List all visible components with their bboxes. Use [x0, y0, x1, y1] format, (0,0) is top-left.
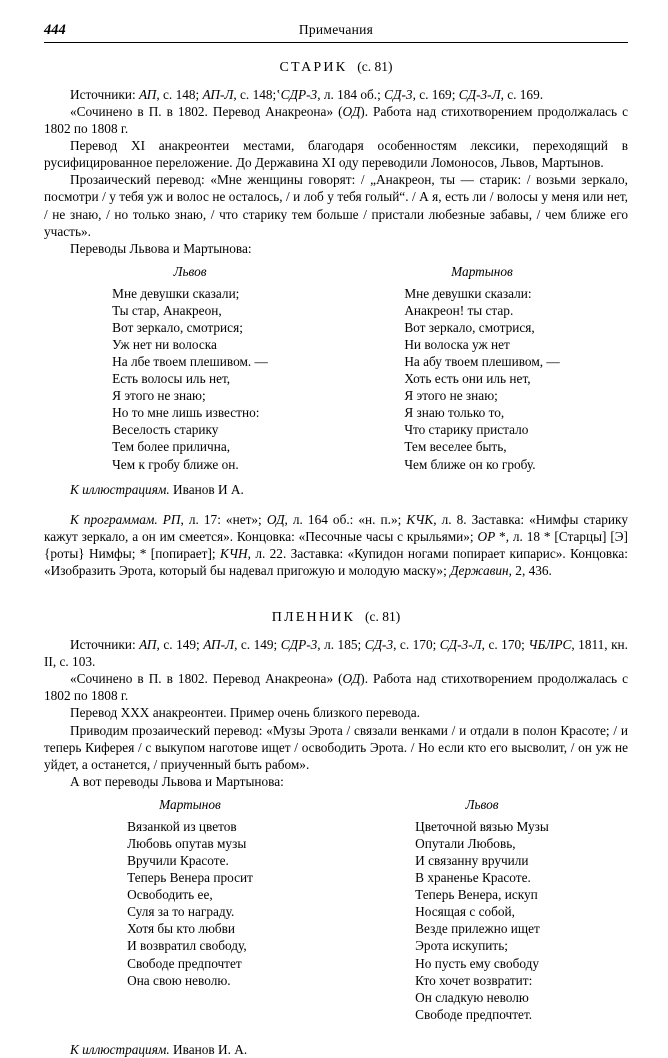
verse-line: Опутали Любовь, [415, 835, 516, 851]
verse-line: Хотя бы кто любви [127, 921, 236, 937]
verse-column-lvov [336, 797, 628, 1024]
paragraph-programs-starik: К программам. РП, л. 17: «нет»; ОД, л. 164 об.: «н. п.»; КЧК, л. 8. Заставка: «Нимфы старику кажут зеркало, а он им смеется». Концовка: «Песочные часы с крыльями»; ОР *, л. 18 * [Старцы] [Э]{роты} Нимфы; * [попирает]; КЧН, л. 22. Заставка: «Купидон ногами попирает кипарис». Концовка: «Изобразить Эрота, который бы надевал пригожую и молодую маску»; Державин, 2, 436. [44, 511, 628, 579]
verse-line: Что старику пристало [404, 422, 529, 438]
section-page-ref: (с. 81) [357, 59, 393, 74]
verse-line: Чем ближе он ко гробу. [404, 456, 536, 472]
verse-line: Тем веселее быть, [404, 439, 507, 455]
verse-column-lvov [44, 264, 336, 474]
verse-line: Хоть есть они иль нет, [404, 371, 531, 387]
verse-line: Ни волоска уж нет [404, 337, 510, 353]
verse-line: Эрота искупить; [415, 938, 508, 954]
verse-line: Я этого не знаю; [404, 388, 498, 404]
verse-line: Кто хочет возвратит: [415, 972, 533, 988]
verse-line: Есть волосы иль нет, [112, 371, 231, 387]
page-folio-number: 444 [44, 22, 66, 38]
header-divider-rule [44, 42, 628, 43]
verse-line: Суля за то награду. [127, 904, 235, 920]
section-starik [44, 59, 628, 579]
verse-line: Но пусть ему свободу [415, 955, 540, 971]
verse-line: Тем более прилична, [112, 439, 231, 455]
verse-line: Любовь опутав музы [127, 835, 247, 851]
verse-columns-starik [44, 264, 628, 474]
verse-line: Вязанкой из цветов [127, 818, 237, 834]
verse-line: И связанну вручили [415, 853, 529, 869]
verse-column-heading: Львов [173, 263, 207, 279]
verse-line: Носящая с собой, [415, 904, 515, 920]
verse-line: Вот зеркало, смотрися, [404, 319, 535, 335]
section-plennik [44, 609, 628, 1058]
verse-line: Ты стар, Анакреон, [112, 302, 222, 318]
section-title-starik [44, 59, 628, 76]
verse-lines [127, 818, 253, 989]
running-head [44, 22, 628, 39]
verse-line: И возвратил свободу, [127, 938, 247, 954]
verse-lines [404, 285, 559, 473]
paragraph-prose-translation: Прозаический перевод: «Мне женщины говорят: / „Анакреон, ты — старик: / возьми зеркало, посмотри / у тебя уж и волос не осталось, / и лоб у тебя голый“. / А я, есть ли / волосы у меня или нет, / не знаю, / но только знаю, / что старику тем больше / пристали любезные забавы, / чем ближе его участь». [44, 172, 628, 239]
verse-line: Вот зеркало, смотрися; [112, 319, 243, 335]
verse-line: Но то мне лишь известно: [112, 405, 260, 421]
illustrations-note-plennik: К иллюстрациям. Иванов И. А. [70, 1041, 248, 1057]
paragraph-composition-note: «Сочинено в П. в 1802. Перевод Анакреона» (ОД). Работа над стихотворением продолжалась с 1802 по 1808 г. [44, 104, 628, 137]
verse-line: Везде прилежно ищет [415, 921, 540, 937]
section-title-text: ПЛЕННИК [271, 610, 355, 626]
verse-line: Я знаю только то, [404, 405, 505, 421]
verse-line: Она свою неволю. [127, 972, 231, 988]
section-gap [44, 579, 628, 593]
verse-line: Цветочной вязью Музы [415, 818, 549, 834]
verse-line: В храненье Красоте. [415, 870, 531, 886]
verse-column-heading: Львов [465, 796, 499, 812]
section-title-plennik [44, 609, 628, 626]
paragraph-prose-translation: Приводим прозаический перевод: «Музы Эрота / связали венками / и отдали в полон Красоте; / и теперь Киферея / с выкупом наготове ищет / освободить Эрота. / Но если кто его высволит, / он уж не уйдет, а останется, / приученный быть рабом». [44, 722, 628, 772]
verse-lines [415, 818, 549, 1023]
verse-gap [44, 1028, 628, 1034]
running-head-title: Примечания [298, 22, 374, 37]
verse-line: На абу твоем плешивом, — [404, 354, 560, 370]
verse-line: Вручили Красоте. [127, 853, 229, 869]
verse-line: Анакреон! ты стар. [404, 302, 514, 318]
verse-lines [112, 285, 268, 473]
verse-line: Свободе предпочтет. [415, 1006, 533, 1022]
verse-line: На лбе твоем плешивом. — [112, 354, 268, 370]
verse-column-martynov [44, 797, 336, 1024]
verse-line: Мне девушки сказали; [112, 285, 240, 301]
paragraph-sources: Источники: АП, с. 149; АП-Л, с. 149; СДР-3, л. 185; СД-3, с. 170; СД-3-Л, с. 170; ЧБЛРС, 1811, кн. II, с. 103. [44, 637, 628, 670]
paragraph-translation-note: Перевод XXX анакреонтеи. Пример очень близкого перевода. [70, 705, 420, 721]
verse-line: Освободить ее, [127, 887, 213, 903]
verse-line: Веселость старику [112, 422, 219, 438]
verse-line: Теперь Венера, искуп [415, 887, 538, 903]
verse-line: Теперь Венера просит [127, 870, 253, 886]
section-page-ref: (с. 81) [365, 609, 401, 625]
verse-line: Он сладкую неволю [415, 989, 529, 1005]
verse-column-martynov [336, 264, 628, 474]
paragraph-sources: Источники: АП, с. 148; АП-Л, с. 148;‛СДР-3, л. 184 об.; СД-3, с. 169; СД-3-Л, с. 169. [70, 87, 544, 102]
paragraph-translation-note: Перевод XI анакреонтеи местами, благодаря особенностям лексики, переходящий в русифицированное переложение. До Державина XI оду переводили Ломоносов, Львов, Мартынов. [44, 138, 628, 171]
paragraph-composition-note: «Сочинено в П. в 1802. Перевод Анакреона» (ОД). Работа над стихотворением продолжалась с 1802 по 1808 г. [44, 671, 628, 704]
verse-line: Свободе предпочтет [127, 955, 242, 971]
verse-line: Мне девушки сказали: [404, 285, 532, 301]
paragraph-translations-intro: А вот переводы Львова и Мартынова: [70, 773, 284, 789]
verse-column-heading: Мартынов [159, 796, 221, 812]
verse-column-heading: Мартынов [451, 263, 513, 279]
verse-line: Уж нет ни волоска [112, 337, 217, 353]
verse-columns-plennik [44, 797, 628, 1024]
illustrations-note-starik: К иллюстрациям. Иванов И А. [70, 481, 244, 497]
section-title-text: СТАРИК [279, 60, 348, 75]
verse-line: Чем к гробу ближе он. [112, 456, 239, 472]
paragraph-translations-intro: Переводы Львова и Мартынова: [70, 240, 252, 256]
verse-line: Я этого не знаю; [112, 388, 206, 404]
